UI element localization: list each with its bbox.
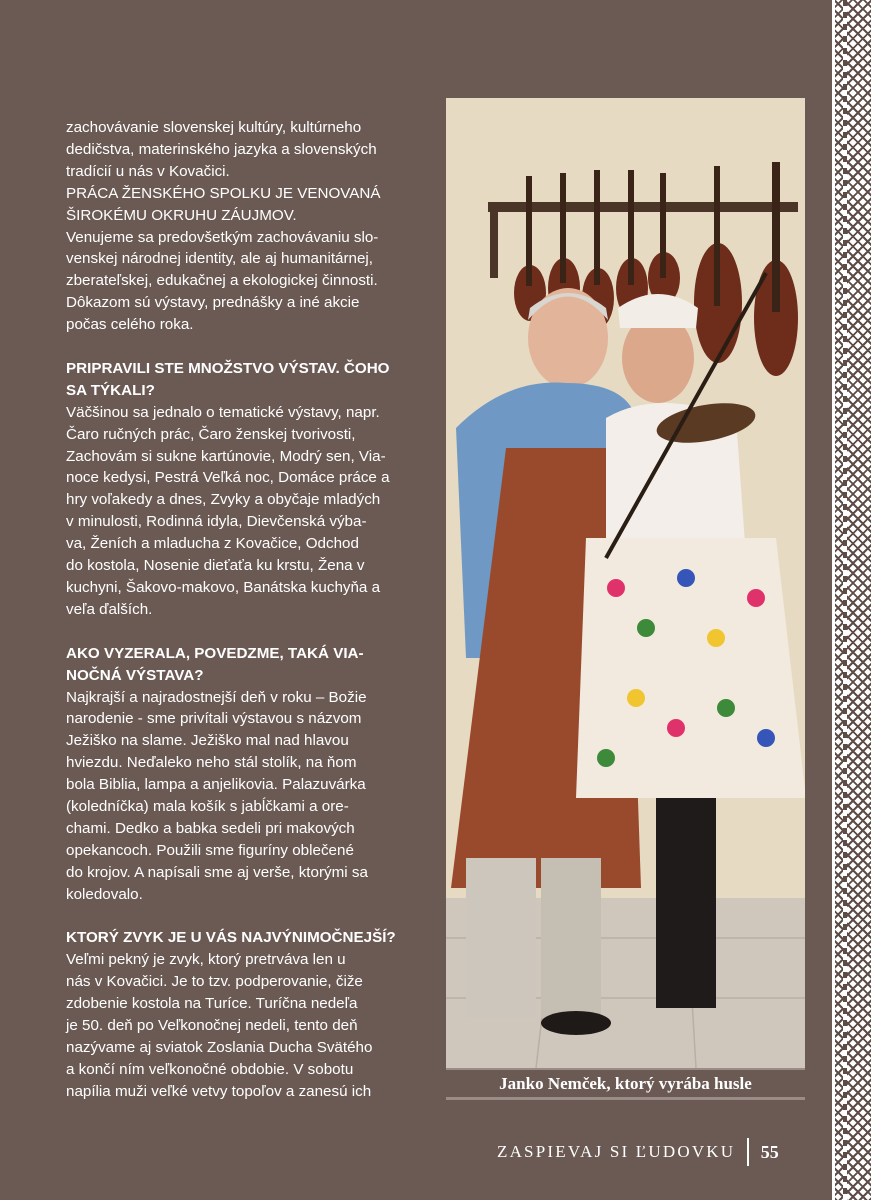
text-line: koledovalo. [66,885,143,903]
folk-ornament-border [832,0,871,1200]
text-line: bola Biblia, lampa a anjelikovia. Palazuvárka [66,776,366,794]
text-line: do krojov. A napísali sme aj verše, ktorými sa [66,863,368,881]
text-line: (koledníčka) mala košík s jabĺčkami a ore- [66,798,349,816]
text-line: nás v Kovačici. Je to tzv. podperovanie, čiže [66,973,363,991]
interview-answer [66,402,426,621]
magazine-title: ZASPIEVAJ SI ĽUDOVKU [497,1142,736,1161]
photo-caption: Janko Nemček, ktorý vyrába husle [499,1073,752,1093]
text-line: veľa ďalších. [66,600,153,618]
text-line: Veľmi pekný je zvyk, ktorý pretrváva len u [66,951,346,969]
text-line: opekancoch. Použili sme figuríny oblečené [66,841,354,859]
text-line: kuchyni, Šakovo-makovo, Banátska kuchyňa a [66,579,381,597]
text-line: a končí ním veľkonočné obdobie. V sobotu [66,1060,354,1078]
text-line: hviezdu. Neďaleko neho stál stolík, na ňom [66,754,357,772]
text-line: hry voľakedy a dnes, Zvyky a obyčaje mladých [66,491,381,509]
text-line: NOČNÁ VÝSTAVA? [66,666,204,684]
text-line: noce kedysi, Pestrá Veľká noc, Domáce práce a [66,469,390,487]
text-line: PRÁCA ŽENSKÉHO SPOLKU JE VENOVANÁ [66,184,381,202]
paragraph-gap [66,621,426,643]
paragraph-gap [66,906,426,928]
interview-question [66,358,426,402]
text-line: ŠIROKÉMU OKRUHU ZÁUJMOV. [66,206,297,224]
interview-question [66,643,426,687]
text-line: Venujeme sa predovšetkým zachovávaniu slo- [66,228,379,246]
text-line: chami. Dedko a babka sedeli pri makových [66,819,355,837]
interview-answer [66,687,426,906]
text-line: nazývame aj sviatok Zoslania Ducha Svätého [66,1039,373,1057]
text-line: zachovávanie slovenskej kultúry, kultúrneho [66,119,362,136]
text-line: do kostola, Nosenie dieťaťa ku krstu, Žena v [66,557,365,575]
text-line: je 50. deň po Veľkonočnej nedeli, tento deň [66,1017,358,1035]
text-line: SA TÝKALI? [66,381,155,399]
text-line: Najkrajší a najradostnejší deň v roku – Božie [66,688,367,706]
text-line: PRIPRAVILI STE MNOŽSTVO VÝSTAV. ČOHO [66,359,390,377]
interview-question [66,927,426,949]
text-line: Väčšinou sa jednalo o tematické výstavy, napr. [66,403,380,421]
text-line: Čaro ručných prác, Čaro ženskej tvorivosti, [66,425,356,443]
paragraph-gap [66,336,426,358]
text-line: zberateľskej, edukačnej a ekologickej činnosti. [66,272,378,290]
photo-illustration [446,98,805,1068]
text-line: KTORÝ ZVYK JE U VÁS NAJVÝNIMOČNEJŠÍ? [66,929,396,947]
page-number: 55 [760,1141,779,1162]
text-line: Ježiško na slame. Ježiško mal nad hlavou [66,732,349,750]
text-line: zdobenie kostola na Turíce. Turíčna nedeľa [66,995,358,1013]
interview-answer [66,117,426,336]
text-line: venskej národnej identity, ale aj humanitárnej, [66,250,374,268]
text-line: v minulosti, Rodinná idyla, Dievčenská výba- [66,513,367,531]
text-line: dedičstva, materinského jazyka a slovenských [66,140,377,158]
text-line: narodenie - sme privítali výstavou s názvom [66,710,362,728]
photo-caption-bar [446,1068,805,1100]
interview-answer [66,949,426,1102]
page-footer [497,1138,779,1166]
text-line: AKO VYZERALA, POVEDZME, TAKÁ VIA- [66,644,364,662]
text-line: počas celého roka. [66,316,194,334]
text-line: tradícií u nás v Kovačici. [66,162,230,180]
text-line: Dôkazom sú výstavy, prednášky a iné akcie [66,294,360,312]
footer-divider [747,1138,749,1166]
text-line: Zachovám si sukne kartúnovie, Modrý sen, Via- [66,447,386,465]
text-line: va, Ženích a mladucha z Kovačice, Odchod [66,535,359,553]
article-photo [446,98,805,1068]
text-line: napília muži veľké vetvy topoľov a zanesú ich [66,1082,372,1100]
article-text-column [66,117,426,1103]
